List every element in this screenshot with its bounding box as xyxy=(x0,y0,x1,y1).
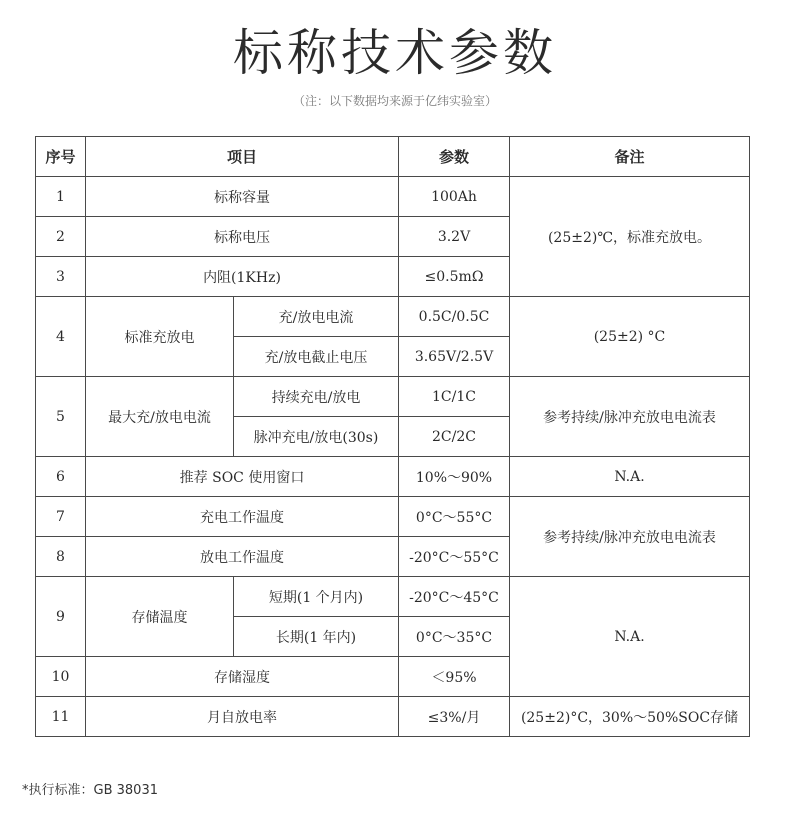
page-subtitle: （注：以下数据均来源于亿纬实验室） xyxy=(292,94,497,108)
cell-subitem: 充/放电电流 xyxy=(234,297,399,337)
cell-item: 放电工作温度 xyxy=(86,537,399,577)
cell-param: ≤3%/月 xyxy=(399,697,510,737)
cell-group: 存储温度 xyxy=(86,577,234,657)
cell-param: -20°C～45°C xyxy=(399,577,510,617)
cell-seq: 10 xyxy=(36,657,86,697)
header-param: 参数 xyxy=(399,137,510,177)
cell-remark: (25±2) °C xyxy=(510,297,750,377)
cell-item: 月自放电率 xyxy=(86,697,399,737)
cell-seq: 1 xyxy=(36,177,86,217)
cell-group: 最大充/放电电流 xyxy=(86,377,234,457)
page-title: 标称技术参数 xyxy=(233,24,557,82)
cell-seq: 7 xyxy=(36,497,86,537)
cell-param: ≤0.5mΩ xyxy=(399,257,510,297)
cell-param: 1C/1C xyxy=(399,377,510,417)
cell-remark: N.A. xyxy=(510,577,750,697)
cell-param: ＜95% xyxy=(399,657,510,697)
cell-seq: 3 xyxy=(36,257,86,297)
cell-seq: 6 xyxy=(36,457,86,497)
cell-remark: (25±2)℃，标准充放电。 xyxy=(510,177,750,297)
cell-remark: N.A. xyxy=(510,457,750,497)
cell-seq: 8 xyxy=(36,537,86,577)
cell-subitem: 脉冲充电/放电(30s) xyxy=(234,417,399,457)
cell-item: 推荐 SOC 使用窗口 xyxy=(86,457,399,497)
cell-param: 0.5C/0.5C xyxy=(399,297,510,337)
table-row xyxy=(36,297,750,337)
cell-subitem: 长期(1 年内) xyxy=(234,617,399,657)
header-remark: 备注 xyxy=(510,137,750,177)
cell-subitem: 短期(1 个月内) xyxy=(234,577,399,617)
cell-param: 100Ah xyxy=(399,177,510,217)
cell-param: 3.65V/2.5V xyxy=(399,337,510,377)
cell-param: -20°C～55°C xyxy=(399,537,510,577)
table-row xyxy=(36,377,750,417)
cell-subitem: 持续充电/放电 xyxy=(234,377,399,417)
cell-param: 10%～90% xyxy=(399,457,510,497)
cell-remark: (25±2)°C，30%～50%SOC存储 xyxy=(510,697,750,737)
cell-param: 2C/2C xyxy=(399,417,510,457)
cell-seq: 2 xyxy=(36,217,86,257)
cell-seq: 11 xyxy=(36,697,86,737)
cell-item: 内阻(1KHz) xyxy=(86,257,399,297)
cell-param: 0°C～35°C xyxy=(399,617,510,657)
table-row xyxy=(36,697,750,737)
table-row xyxy=(36,577,750,617)
table-row xyxy=(36,497,750,537)
header-seq: 序号 xyxy=(36,137,86,177)
cell-item: 充电工作温度 xyxy=(86,497,399,537)
cell-seq: 9 xyxy=(36,577,86,657)
cell-seq: 5 xyxy=(36,377,86,457)
cell-param: 3.2V xyxy=(399,217,510,257)
table-row xyxy=(36,457,750,497)
header-item: 项目 xyxy=(86,137,399,177)
cell-param: 0°C～55°C xyxy=(399,497,510,537)
cell-item: 存储湿度 xyxy=(86,657,399,697)
cell-item: 标称电压 xyxy=(86,217,399,257)
cell-subitem: 充/放电截止电压 xyxy=(234,337,399,377)
cell-remark: 参考持续/脉冲充放电电流表 xyxy=(510,377,750,457)
table-row xyxy=(36,177,750,217)
footnote-standard: *执行标准：GB 38031 xyxy=(22,783,158,798)
table-header-row xyxy=(36,137,750,177)
cell-seq: 4 xyxy=(36,297,86,377)
cell-group: 标准充放电 xyxy=(86,297,234,377)
cell-remark: 参考持续/脉冲充放电电流表 xyxy=(510,497,750,577)
spec-table xyxy=(35,136,750,737)
cell-item: 标称容量 xyxy=(86,177,399,217)
